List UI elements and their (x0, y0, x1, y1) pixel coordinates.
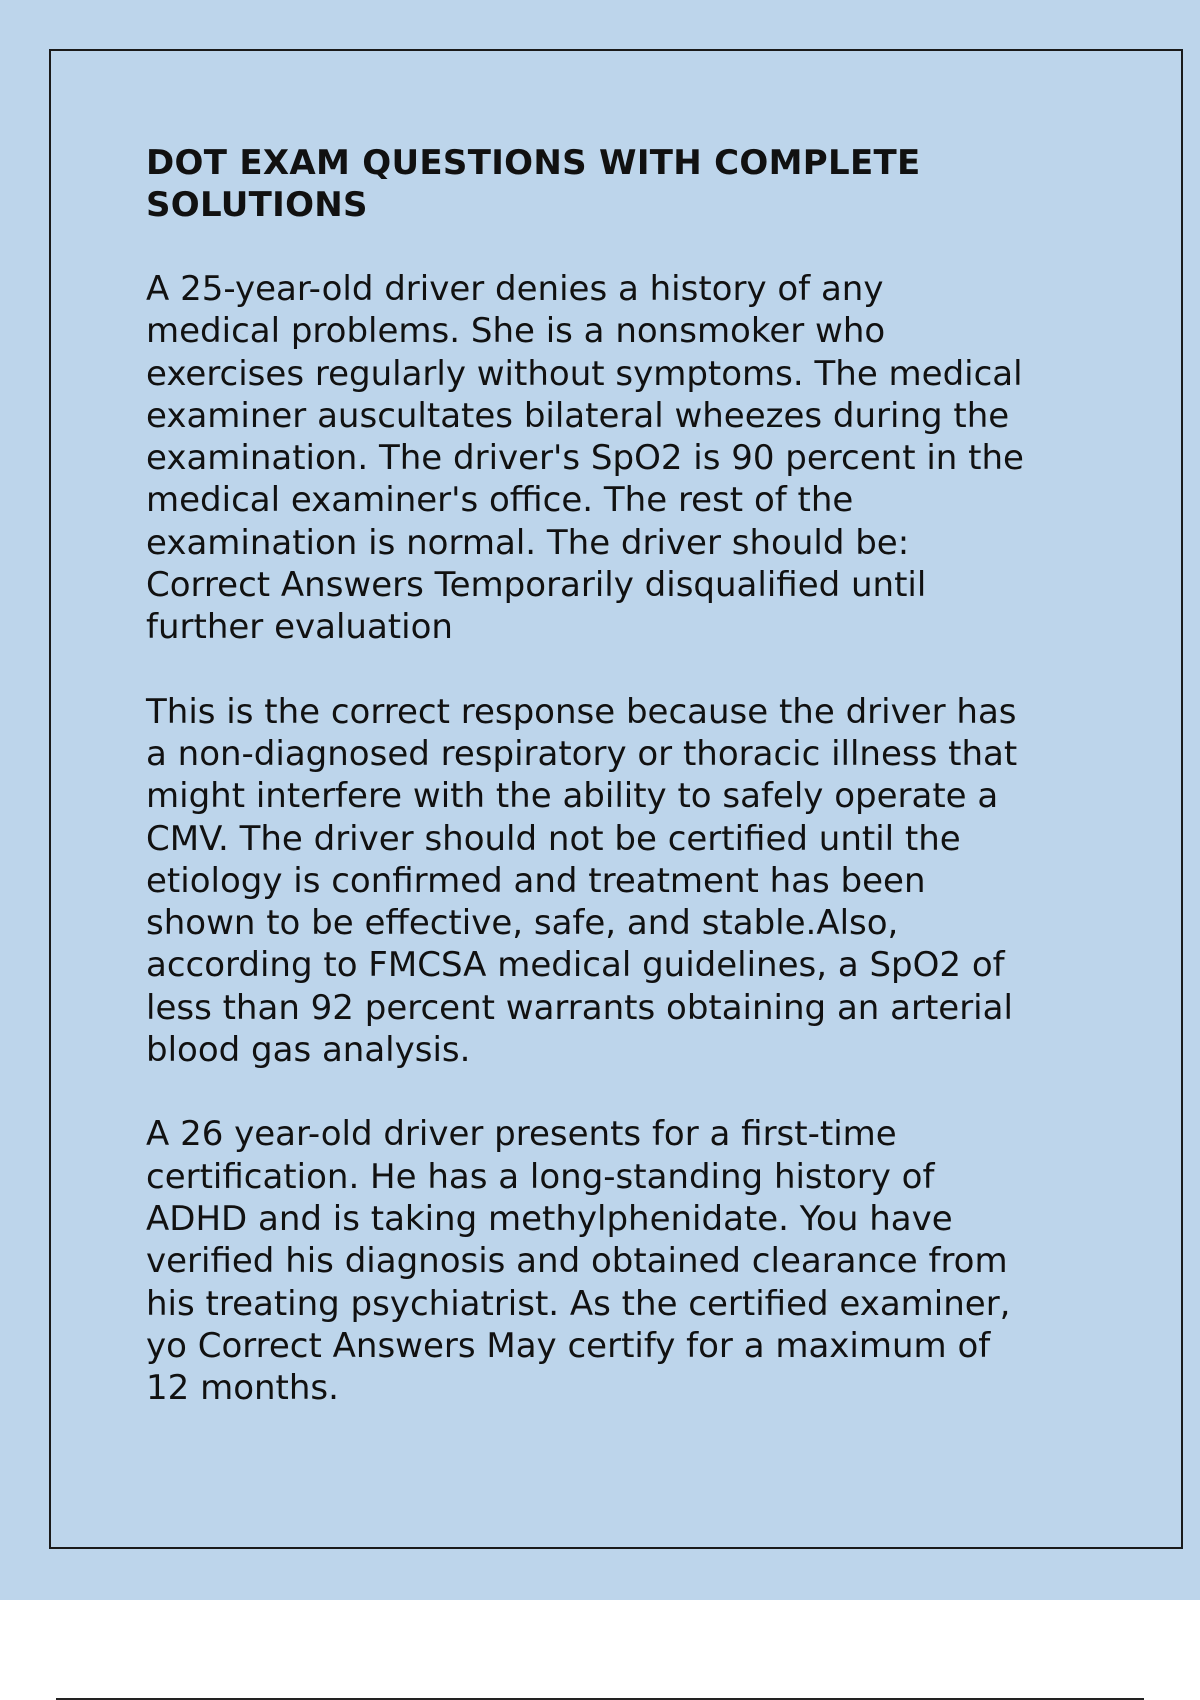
answer-1-explanation-paragraph: This is the correct response because the driver has a non-diagnosed respiratory or thoracic illness that might interfere with the ability to safely operate a CMV. The driver should not be certified until the etiology is confirmed and treatment has been shown to be effective, safe, and stable.Also, according to FMCSA medical guidelines, a SpO2 of less than 92 percent warrants obtaining an arterial blood gas analysis. (146, 691, 1018, 1071)
question-2-paragraph: A 26 year-old driver presents for a first-time certification. He has a long-standing history of ADHD and is taking methylphenidate. You have verified his diagnosis and obtained clearance from his treating psychiatrist. As the certified examiner, yo Correct Answers May certify for a maximum of 12 months. (146, 1114, 1011, 1409)
document-content (146, 142, 1106, 1451)
question-1-paragraph: A 25-year-old driver denies a history of any medical problems. She is a nonsmoker who exercises regularly without symptoms. The medical examiner auscultates bilateral wheezes during the examination. The driver's SpO2 is 90 percent in the medical examiner's office. The rest of the examination is normal. The driver should be: Correct Answers Temporarily disqualified until further evaluation (146, 269, 1024, 648)
document-title: DOT EXAM QUESTIONS WITH COMPLETE SOLUTIONS (146, 143, 921, 225)
